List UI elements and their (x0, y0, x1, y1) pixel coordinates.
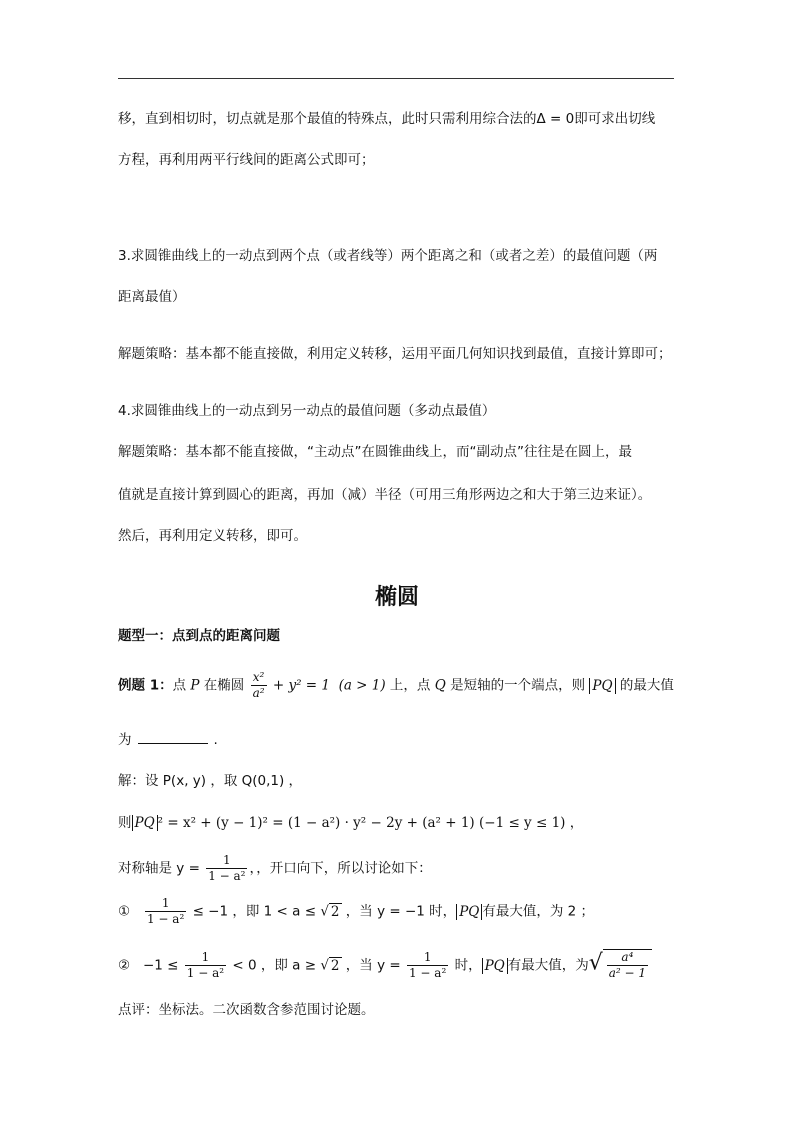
sqrt-icon: √ (588, 950, 603, 976)
case-2 (118, 949, 652, 981)
text: ，当 y = (341, 957, 405, 974)
radicand-fraction (607, 950, 648, 981)
header-rule (118, 78, 674, 79)
item-3-strategy: 解题策略：基本都不能直接做，利用定义转移，运用平面几何知识找到最值，直接计算即可； (118, 346, 672, 362)
axis-fraction (206, 853, 247, 884)
text: < 0 ，即 a ≥ (228, 957, 321, 974)
text: 点 (172, 677, 191, 694)
text: ，，开口向下，所以讨论如下： (249, 860, 432, 877)
math-cond: (a > 1) (338, 677, 386, 694)
item-4-title: 4.求圆锥曲线上的一动点到另一动点的最值问题（多动点最值） (118, 403, 496, 419)
text: 为 (118, 732, 132, 748)
text: ≤ −1 ，即 1 < a ≤ (188, 903, 321, 920)
text: −1 ≤ (142, 957, 183, 974)
frac-num: x² (251, 670, 267, 686)
frac-den: 1 − a² (408, 966, 447, 980)
case-1-fraction (145, 896, 186, 927)
item-3-line: 距离最值） (118, 289, 186, 305)
text: ，当 y = −1 时， (341, 903, 457, 920)
item-4-line: 然后，再利用定义转移，即可。 (118, 528, 307, 544)
case-1 (118, 896, 594, 927)
example-line-1 (118, 670, 674, 701)
comment: 点评：坐标法。二次函数含参范围讨论题。 (118, 1002, 375, 1018)
frac-den: a² − 1 (608, 966, 647, 980)
case-marker: ② (118, 957, 131, 974)
math-expr: + y² = 1 (268, 677, 330, 694)
ellipse-fraction (251, 670, 267, 701)
math-var: Q (434, 677, 446, 694)
sqrt-icon: √ (320, 957, 329, 974)
text-line: 移，直到相切时，切点就是那个最值的特殊点，此时只需利用综合法的Δ = 0即可求出切线 (118, 111, 656, 127)
solution-line-3 (118, 853, 432, 884)
answer-blank (138, 729, 208, 744)
abs-pq: PQ (132, 815, 158, 831)
abs-pq: PQ (456, 904, 482, 920)
text: 在椭圆 (199, 677, 249, 694)
sqrt-arg: 2 (330, 957, 340, 974)
text: 是短轴的一个端点，则 (445, 677, 590, 694)
text-line: 方程，再利用两平行线间的距离公式即可； (118, 152, 375, 168)
frac-num: a⁴ (607, 950, 648, 966)
sqrt-arg: 2 (330, 903, 340, 920)
abs-pq: PQ (482, 958, 508, 974)
sqrt-radicand (603, 949, 652, 981)
abs-pq: PQ (589, 678, 615, 694)
text: 则 (118, 815, 132, 831)
frac-num: 1 (407, 950, 448, 966)
frac-num: 1 (206, 853, 247, 869)
frac-den: 1 − a² (146, 912, 185, 926)
example-label: 例题 1： (118, 677, 173, 694)
text: 有最大值，为 2 ； (482, 903, 595, 920)
frac-den: a² (252, 686, 265, 700)
example-line-2 (118, 729, 218, 750)
solution-line-2 (118, 813, 583, 833)
frac-num: 1 (185, 950, 226, 966)
frac-den: 1 − a² (208, 869, 246, 883)
text: 上，点 (385, 677, 435, 694)
case-marker: ① (118, 903, 131, 920)
case-2-y-fraction (407, 950, 448, 981)
text: 时， (450, 957, 482, 974)
type-heading: 题型一：点到点的距离问题 (118, 628, 280, 644)
item-3-line: 3.求圆锥曲线上的一动点到两个点（或者线等）两个距离之和（或者之差）的最值问题（两 (118, 248, 658, 264)
case-2-fraction (185, 950, 226, 981)
frac-den: 1 − a² (186, 966, 225, 980)
text: . (213, 732, 218, 748)
text: 有最大值，为 (507, 957, 589, 974)
math-expr: ² = x² + (y − 1)² = (1 − a²) · y² − 2y + (a² + 1) (−1 ≤ y ≤ 1) ， (157, 815, 584, 831)
text: 的最大值 (615, 677, 674, 694)
text: 对称轴是 y = (118, 860, 205, 877)
section-title: 椭圆 (374, 585, 419, 610)
text: 解：设 P(x, y) ，取 Q(0,1) ， (118, 773, 303, 789)
sqrt-icon: √ (320, 903, 329, 920)
solution-line-1 (118, 771, 302, 791)
item-4-line: 解题策略：基本都不能直接做，“主动点”在圆锥曲线上，而“副动点”往往是在圆上，最 (118, 444, 632, 460)
math-var: P (190, 677, 200, 694)
item-4-line: 值就是直接计算到圆心的距离，再加（减）半径（可用三角形两边之和大于第三边来证）。 (118, 487, 652, 503)
frac-num: 1 (145, 896, 186, 912)
